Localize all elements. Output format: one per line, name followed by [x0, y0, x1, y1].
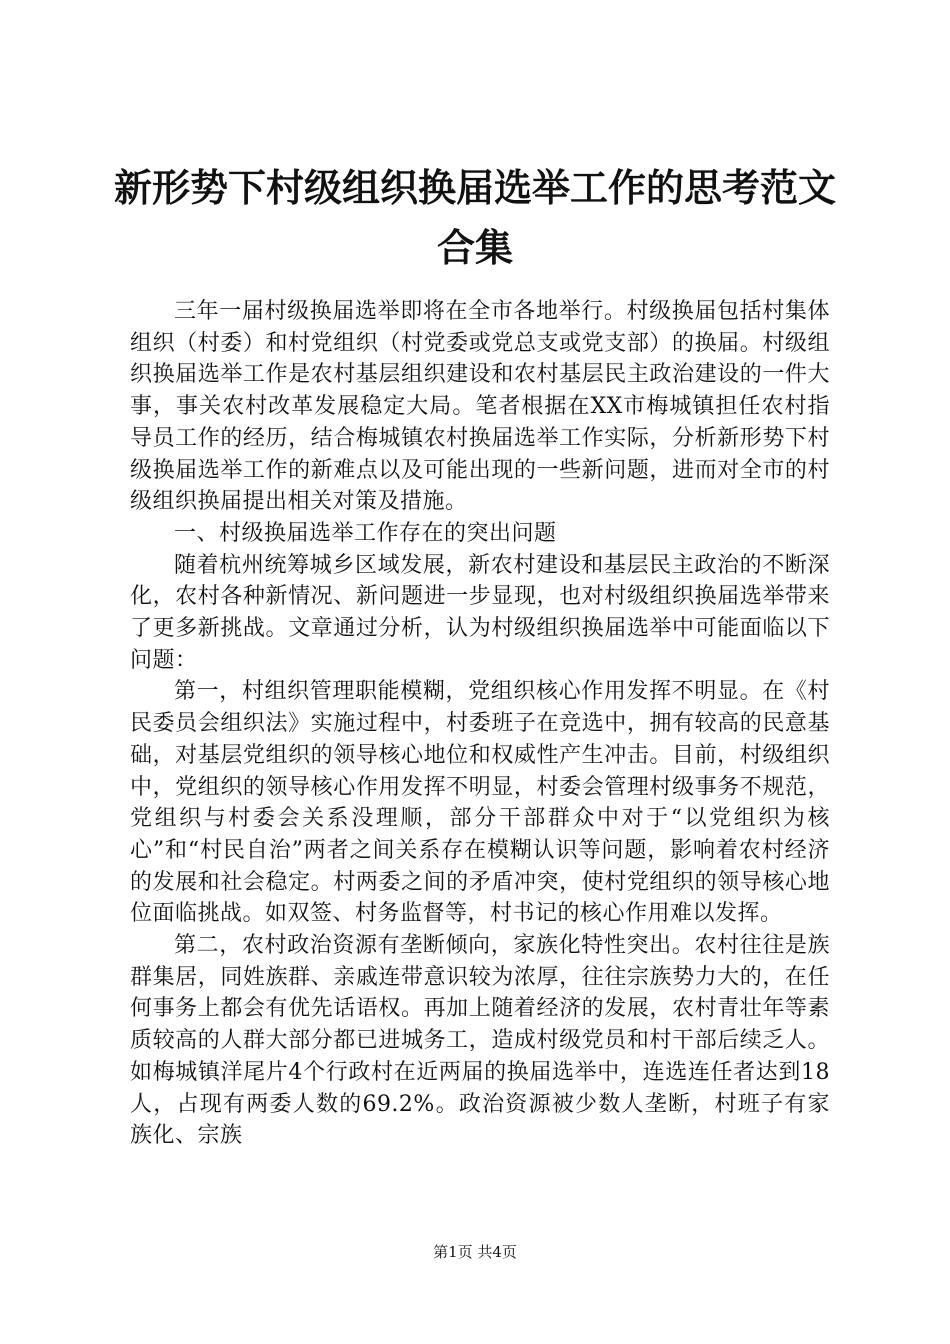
- document-body: [130, 296, 830, 1152]
- page-footer: 第1页 共4页: [433, 1243, 517, 1261]
- paragraph: 第一，村组织管理职能模糊，党组织核心作用发挥不明显。在《村民委员会组织法》实施过程中，村委班子在竞选中，拥有较高的民意基础，对基层党组织的领导核心地位和权威性产生冲击。目前，村级组织中，党组织的领导核心作用发挥不明显，村委会管理村级事务不规范，党组织与村委会关系没理顺，部分干部群众中对于“以党组织为核心”和“村民自治”两者之间关系存在模糊认识等问题，影响着农村经济的发展和社会稳定。村两委之间的矛盾冲突，使村党组织的领导核心地位面临挑战。如双签、村务监督等，村书记的核心作用难以发挥。: [130, 679, 830, 927]
- section-heading: 一、村级换届选举工作存在的突出问题: [174, 520, 557, 546]
- paragraph: 三年一届村级换届选举即将在全市各地举行。村级换届包括村集体组织（村委）和村党组织（村党委或党总支或党支部）的换届。村级组织换届选举工作是农村基层组织建设和农村基层民主政治建设的一件大事，事关农村改革发展稳定大局。笔者根据在XX市梅城镇担任农村指导员工作的经历，结合梅城镇农村换届选举工作实际，分析新形势下村级换届选举工作的新难点以及可能出现的一些新问题，进而对全市的村级组织换届提出相关对策及措施。: [130, 299, 830, 515]
- document-title: 新形势下村级组织换届选举工作的思考范文合集: [113, 165, 836, 270]
- paragraph: 随着杭州统筹城乡区域发展，新农村建设和基层民主政治的不断深化，农村各种新情况、新问题进一步显现，也对村级组织换届选举带来了更多新挑战。文章通过分析，认为村级组织换届选举中可能面临以下问题：: [130, 552, 830, 673]
- paragraph: 第二，农村政治资源有垄断倾向，家族化特性突出。农村往往是族群集居，同姓族群、亲戚连带意识较为浓厚，往往宗族势力大的，在任何事务上都会有优先话语权。再加上随着经济的发展，农村青壮年等素质较高的人群大部分都已进城务工，造成村级党员和村干部后续乏人。如梅城镇洋尾片4个行政村在近两届的换届选举中，连选连任者达到18人，占现有两委人数的69.2%。政治资源被少数人垄断，村班子有家族化、宗族: [130, 933, 830, 1149]
